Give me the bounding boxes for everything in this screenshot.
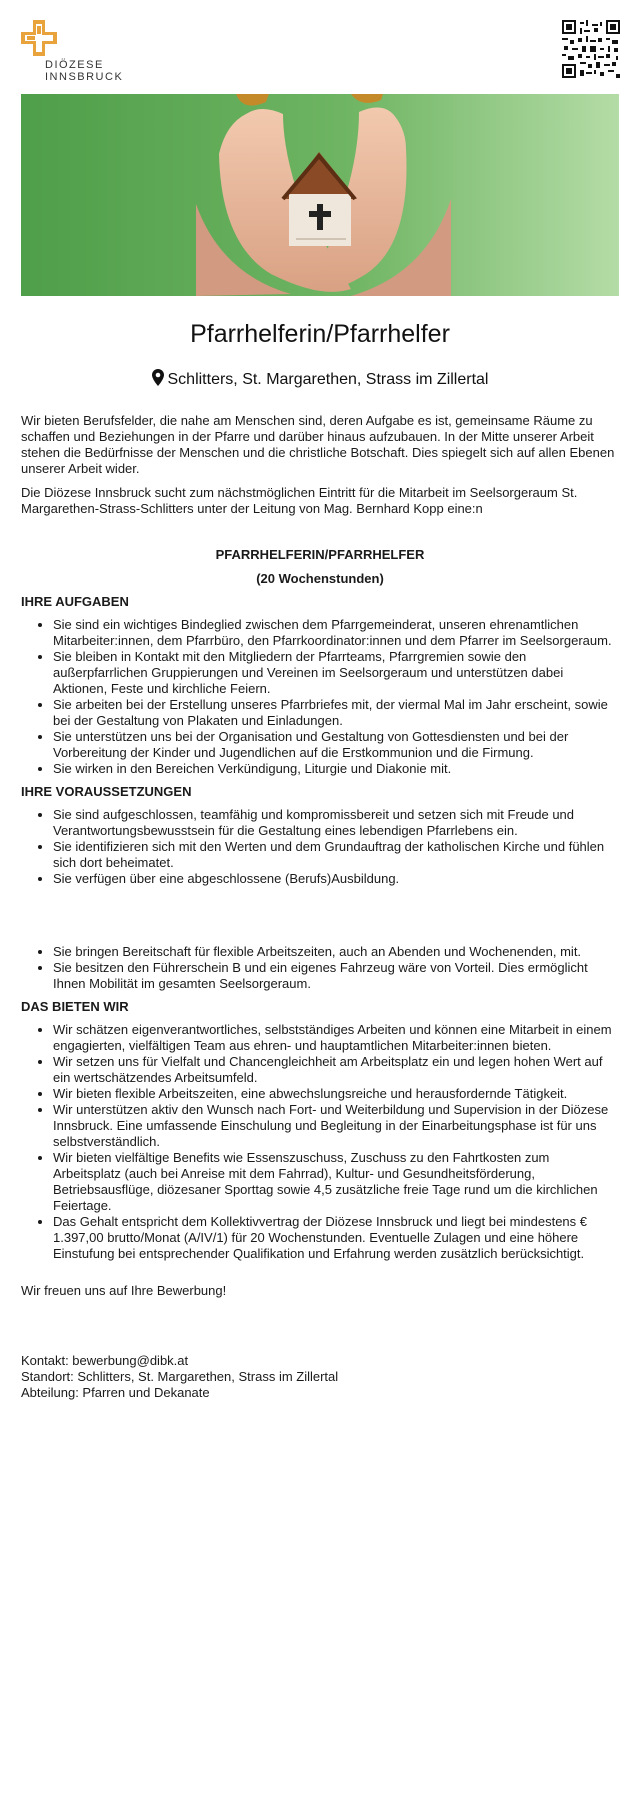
contact-department: Abteilung: Pfarren und Dekanate <box>21 1385 210 1400</box>
map-pin-icon <box>152 369 164 386</box>
list-item: • Wir unterstützen aktiv den Wunsch nach Fort- und Weiterbildung und Supervision in der Diözese Innsbruck. Eine umfassende Einschulung und Begleitung in der Einarbeitungsphase ist für uns selbstverständlich. <box>53 1102 619 1150</box>
list-item: • Sie wirken in den Bereichen Verkündigung, Liturgie und Diakonie mit. <box>53 761 619 777</box>
qr-code-icon <box>562 20 620 78</box>
section-heading-aufgaben: IHRE AUFGABEN <box>21 594 129 609</box>
list-item: • Sie bringen Bereitschaft für flexible Arbeitszeiten, auch an Abenden und Wochenenden, mit. <box>53 944 619 960</box>
job-location <box>0 369 640 389</box>
voraussetzungen-list-2 <box>21 944 619 992</box>
header <box>0 0 640 94</box>
contact-location: Standort: Schlitters, St. Margarethen, Strass im Zillertal <box>21 1369 339 1384</box>
list-item: • Sie sind aufgeschlossen, teamfähig und kompromissbereit und setzen sich mit Freude und Verantwortungsbewusstsein für die Gestaltung eines lebendigen Pfarrlebens ein. <box>53 807 619 839</box>
contact-email: Kontakt: bewerbung@dibk.at <box>21 1353 189 1368</box>
section-heading-angebot: DAS BIETEN WIR <box>21 999 129 1014</box>
position-hours: (20 Wochenstunden) <box>256 571 384 586</box>
list-item: • Wir schätzen eigenverantwortliches, selbstständiges Arbeiten und können eine Mitarbeit in einem engagierten, vielfältigen Team aus ehren- und hauptamtlichen Mitarbeiter:innen bieten. <box>53 1022 619 1054</box>
intro-paragraph-1: Wir bieten Berufsfelder, die nahe am Menschen sind, deren Aufgabe es ist, gemeinsame Räume zu schaffen und Beziehungen in der Pfarre und darüber hinaus aufzubauen. In der Mitte unserer Arbeit stehen die Bedürfnisse der Menschen und die christliche Botschaft. Dies spiegelt sich auf allen Ebenen unserer Arbeit wider. <box>21 413 615 476</box>
list-item: • Sie bleiben in Kontakt mit den Mitgliedern der Pfarrteams, Pfarrgremien sowie den außerpfarrlichen Gruppierungen und Vereinen im Seelsorgeraum und unterstützen dabei Aktionen, Feste und kirchliche Feiern. <box>53 649 619 697</box>
section-heading-voraussetzungen: IHRE VORAUSSETZUNGEN <box>21 784 192 799</box>
cross-logo-icon <box>21 20 57 56</box>
list-item: • Wir setzen uns für Vielfalt und Chancengleichheit am Arbeitsplatz ein und legen hohen Wert auf ein wertschätzendes Arbeitsumfeld. <box>53 1054 619 1086</box>
logo-line1: DIÖZESE <box>45 59 104 71</box>
job-title: Pfarrhelferin/Pfarrhelfer <box>190 320 450 348</box>
list-item: • Wir bieten flexible Arbeitszeiten, eine abwechslungsreiche und herausfordernde Tätigkeit. <box>53 1086 619 1102</box>
aufgaben-list <box>21 617 619 777</box>
list-item: • Sie sind ein wichtiges Bindeglied zwischen dem Pfarrgemeinderat, unseren ehrenamtlichen Mitarbeiter:innen, dem Pfarrbüro, den Pfarrkoordinator:innen und dem Pfarrer im Seelsorgeraum. <box>53 617 619 649</box>
logo-line2: INNSBRUCK <box>45 71 124 83</box>
voraussetzungen-list <box>21 807 619 887</box>
dioezese-logo <box>21 20 141 84</box>
job-description <box>21 413 619 1401</box>
list-item: • Wir bieten vielfältige Benefits wie Essenszuschuss, Zuschuss zu den Fahrtkosten zum Arbeitsplatz (auch bei Anreise mit dem Fahrrad), Kultur- und Gesundheitsförderung, Betriebsausflüge, diözesaner Sporttag sowie 4,5 zusätzliche freie Tage rund um die kirchlichen Feiertage. <box>53 1150 619 1214</box>
list-item: • Sie verfügen über eine abgeschlossene (Berufs)Ausbildung. <box>53 871 619 887</box>
list-item: • Das Gehalt entspricht dem Kollektivvertrag der Diözese Innsbruck und liegt bei mindestens € 1.397,00 brutto/Monat (A/IV/1) für 20 Wochenstunden. Eventuelle Zulagen und eine höhere Einstufung bei entsprechender Qualifikation und Erfahrung werden zusätzlich berücksichtigt. <box>53 1214 619 1262</box>
intro-paragraph-2: Die Diözese Innsbruck sucht zum nächstmöglichen Eintritt für die Mitarbeit im Seelsorgeraum St. Margarethen-Strass-Schlitters unter der Leitung von Mag. Bernhard Kopp eine:n <box>21 485 578 516</box>
logo-text <box>45 59 123 83</box>
spacer <box>21 894 619 944</box>
location-text: Schlitters, St. Margarethen, Strass im Zillertal <box>167 371 489 388</box>
angebot-list <box>21 1022 619 1262</box>
position-title: PFARRHELFERIN/PFARRHELFER <box>215 547 425 562</box>
list-item: • Sie arbeiten bei der Erstellung unseres Pfarrbriefes mit, der viermal Mal im Jahr erscheint, sowie bei der Gestaltung von Plakaten und Einladungen. <box>53 697 619 729</box>
list-item: • Sie unterstützen uns bei der Organisation und Gestaltung von Gottesdiensten und bei der Vorbereitung der Kinder und Jugendlichen auf die Erstkommunion und die Firmung. <box>53 729 619 761</box>
closing-text: Wir freuen uns auf Ihre Bewerbung! <box>21 1283 227 1298</box>
hero-image-hands-holding-house <box>21 94 619 296</box>
list-item: • Sie besitzen den Führerschein B und ein eigenes Fahrzeug wäre von Vorteil. Dies ermöglicht Ihnen Mobilität im gesamten Seelsorgeraum. <box>53 960 619 992</box>
list-item: • Sie identifizieren sich mit den Werten und dem Grundauftrag der katholischen Kirche und fühlen sich dort beheimatet. <box>53 839 619 871</box>
